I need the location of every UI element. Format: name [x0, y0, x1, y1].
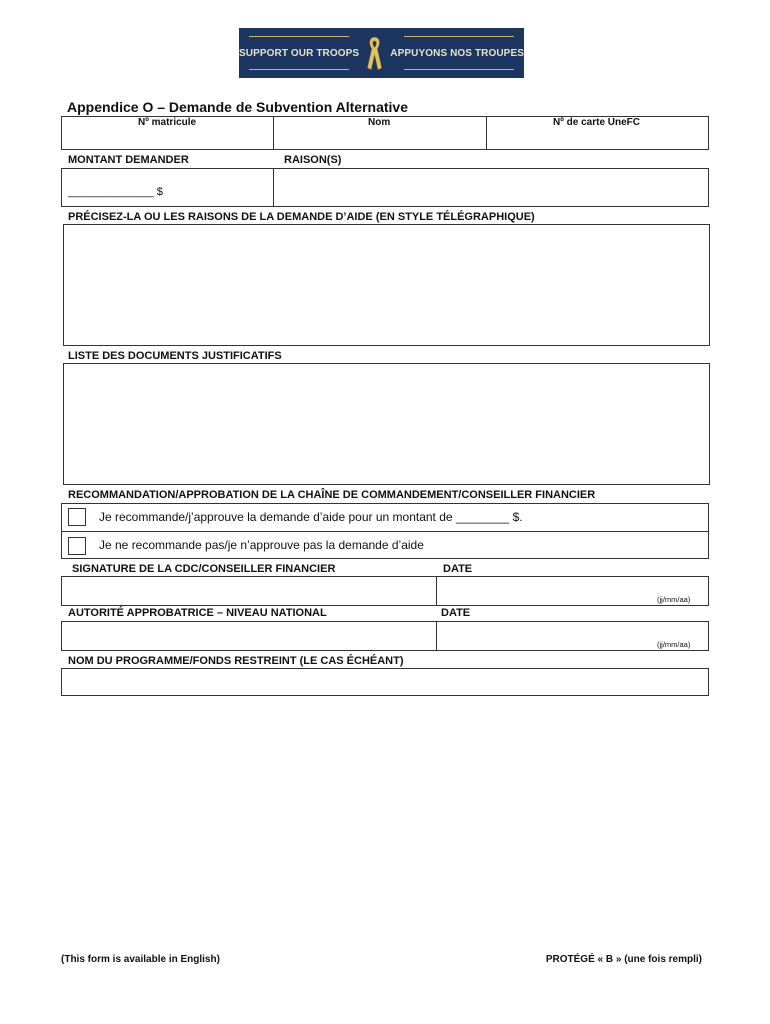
recommendation-label: RECOMMANDATION/APPROBATION DE LA CHAÎNE DE COMMANDEMENT/CONSEILLER FINANCIER [68, 489, 596, 501]
banner-rule [404, 69, 514, 70]
carte-unefc-field[interactable] [487, 130, 708, 149]
signature-label: SIGNATURE DE LA CDC/CONSEILLER FINANCIER [72, 563, 336, 575]
date-format-hint: (jj/mm/aa) [657, 595, 691, 604]
authority-field[interactable] [62, 622, 435, 650]
amount-label: MONTANT DEMANDER [68, 154, 189, 166]
amount-field[interactable]: ______________ $ [68, 186, 163, 198]
documents-label: LISTE DES DOCUMENTS JUSTIFICATIFS [68, 350, 282, 362]
protected-b-note: PROTÉGÉ « B » (une fois rempli) [545, 954, 702, 965]
date-label: DATE [441, 607, 471, 619]
support-our-troops-banner [239, 28, 524, 78]
form-title: Appendice O – Demande de Subvention Alternative [67, 99, 408, 115]
banner-right-text: APPUYONS NOS TROUPES [390, 47, 524, 59]
nom-field[interactable] [274, 130, 485, 149]
matricule-label: Nº matricule [138, 117, 197, 128]
details-label: PRÉCISEZ-LA OU LES RAISONS DE LA DEMANDE D’AIDE (EN STYLE TÉLÉGRAPHIQUE) [68, 211, 535, 223]
program-field[interactable] [61, 668, 709, 696]
date-format-hint: (jj/mm/aa) [657, 640, 691, 649]
reasons-field[interactable] [274, 169, 708, 206]
documents-textarea[interactable] [63, 363, 710, 485]
nom-label: Nom [368, 117, 391, 128]
approve-option-label: Je recommande/j’approuve la demande d’aide pour un montant de ________ $. [99, 510, 523, 524]
banner-left-text: SUPPORT OUR TROOPS [239, 47, 360, 59]
details-textarea[interactable] [63, 224, 710, 346]
approve-checkbox[interactable] [68, 508, 86, 526]
carte-unefc-label: Nº de carte UneFC [553, 117, 641, 128]
english-availability-note: (This form is available in English) [61, 954, 220, 965]
banner-rule [249, 36, 349, 37]
reject-checkbox[interactable] [68, 537, 86, 555]
matricule-field[interactable] [62, 130, 272, 149]
yellow-ribbon-icon [365, 32, 384, 74]
banner-rule [404, 36, 514, 37]
program-label: NOM DU PROGRAMME/FONDS RESTREINT (LE CAS ÉCHÉANT) [68, 655, 404, 667]
row-divider [61, 531, 709, 532]
banner-rule [249, 69, 349, 70]
date-label: DATE [443, 563, 473, 575]
reasons-label: RAISON(S) [284, 154, 342, 166]
signature-field[interactable] [62, 577, 435, 605]
authority-label: AUTORITÉ APPROBATRICE – NIVEAU NATIONAL [68, 607, 327, 619]
reject-option-label: Je ne recommande pas/je n’approuve pas la demande d’aide [99, 538, 424, 552]
